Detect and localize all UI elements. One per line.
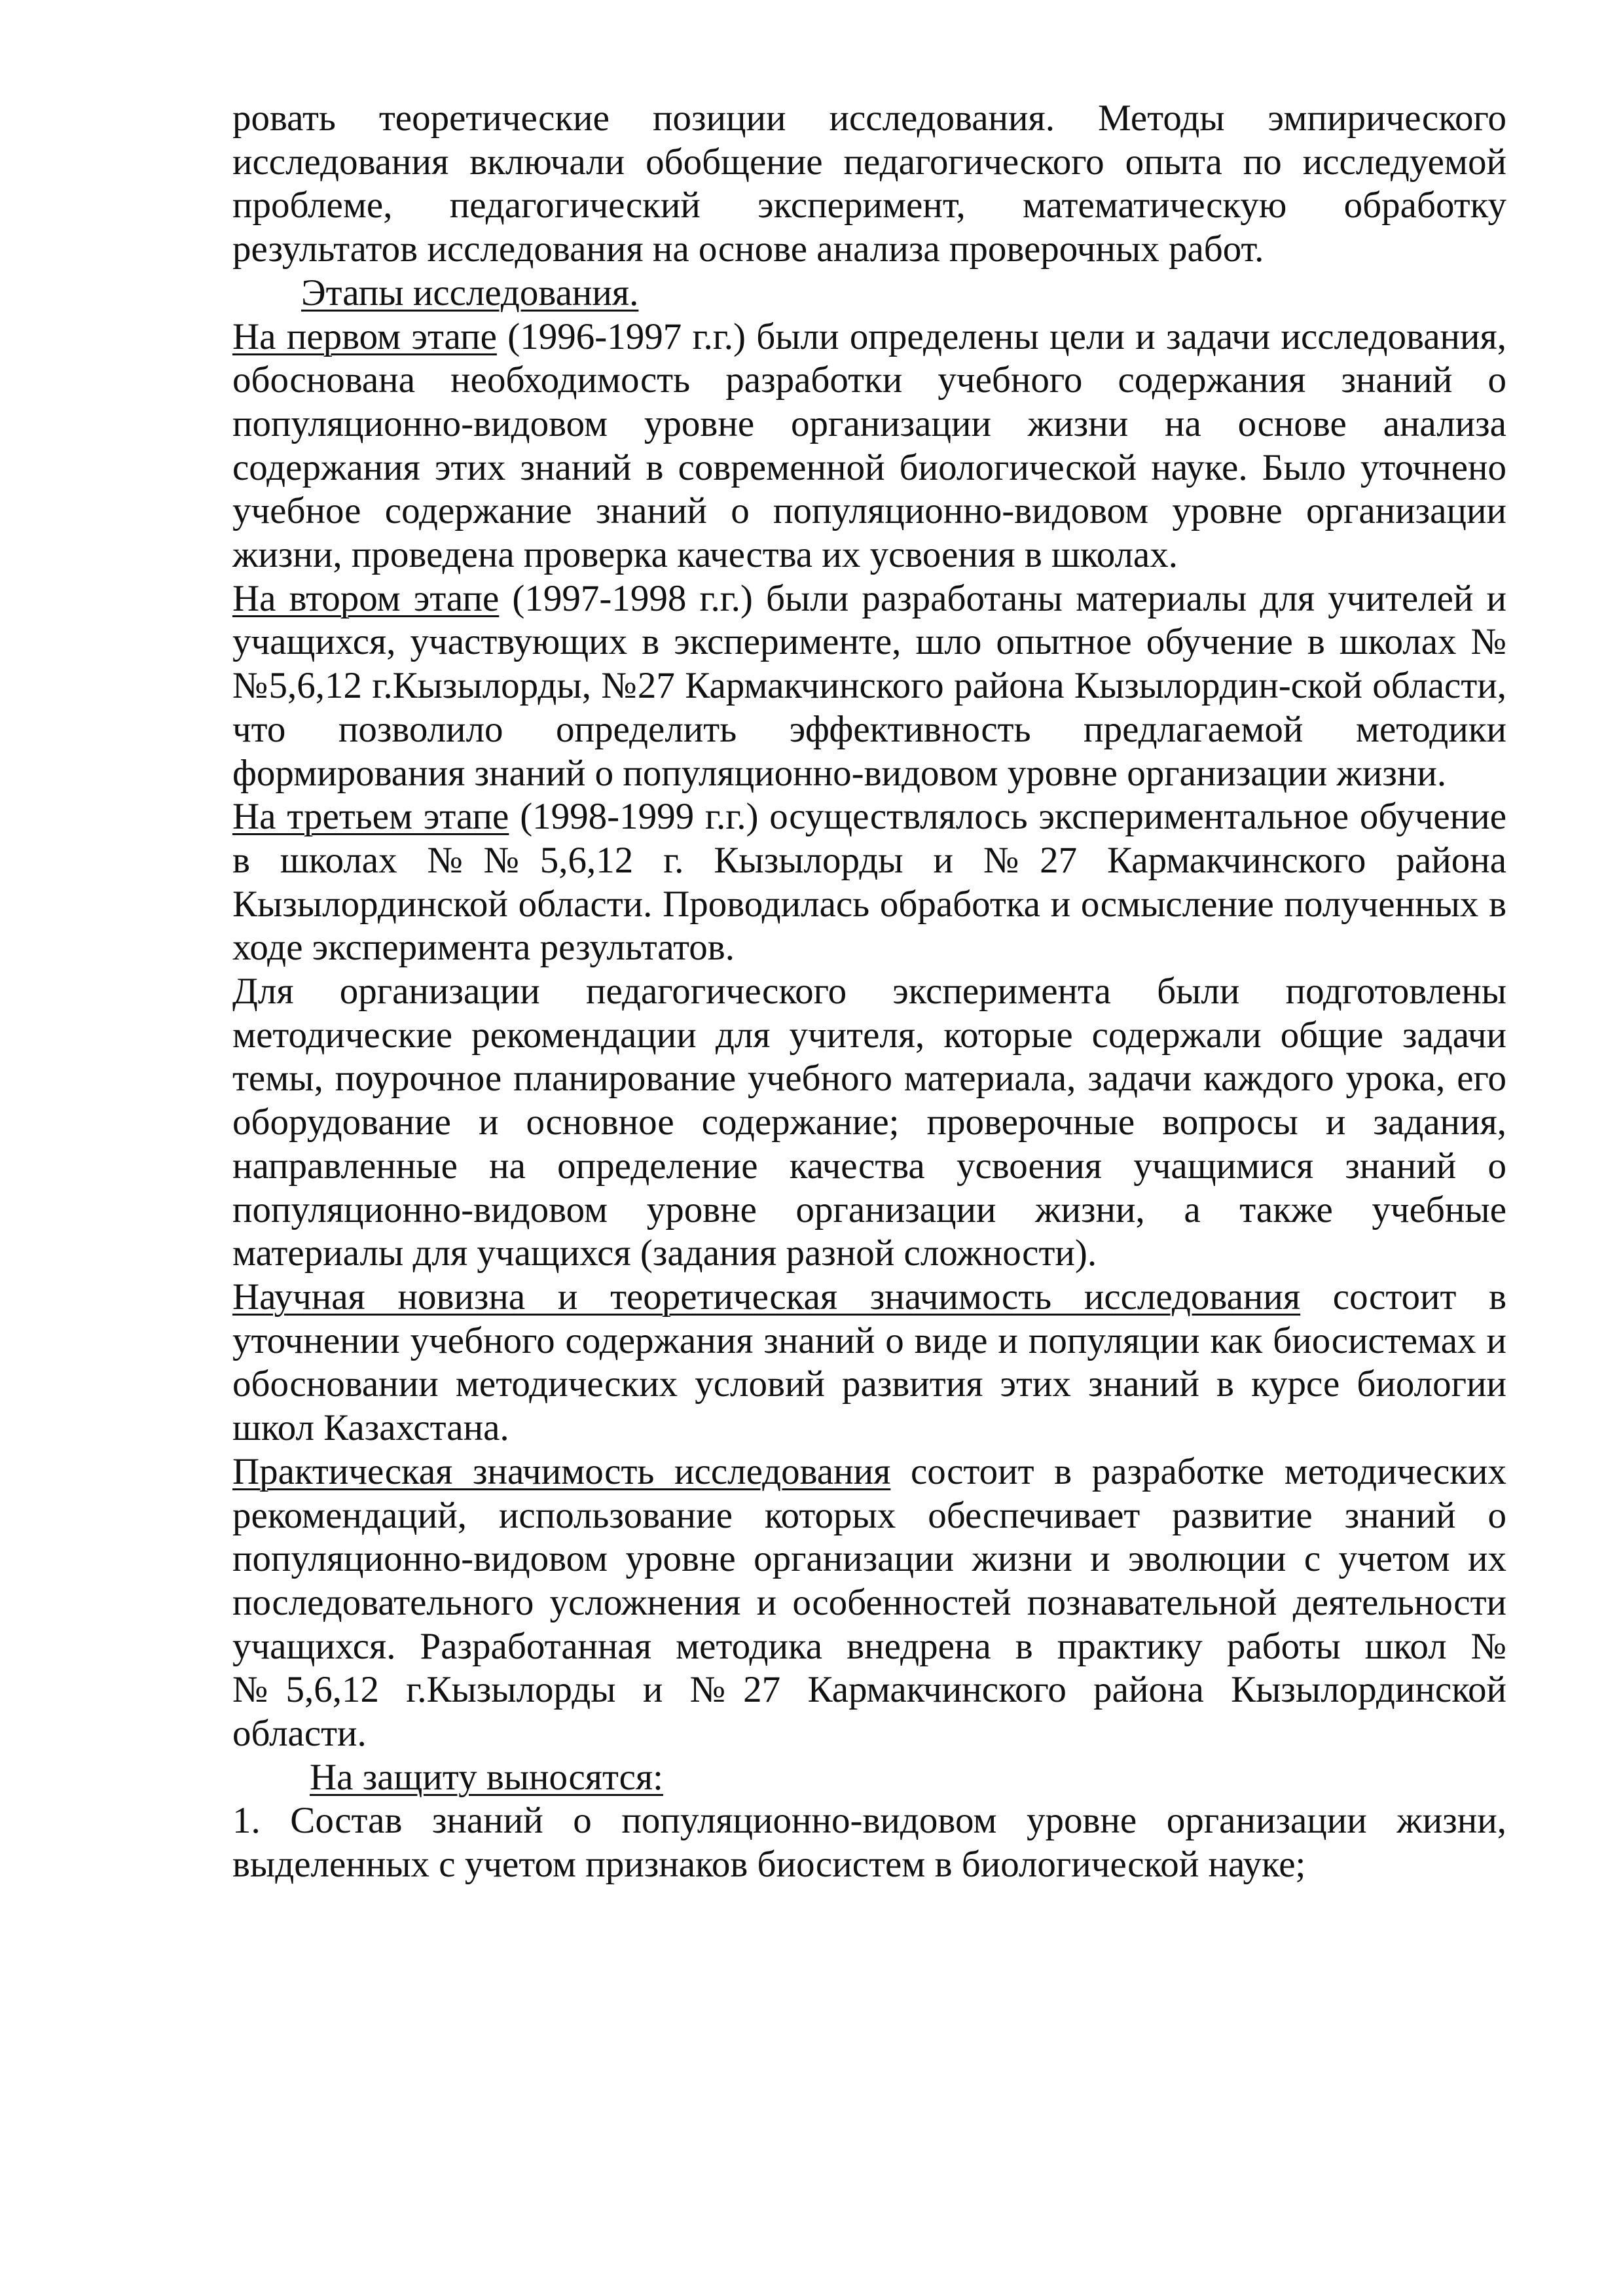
defense-heading-text: На защиту выносятся: <box>310 1756 663 1798</box>
defense-item-1: 1. Состав знаний о популяционно-видовом уровне организации жизни, выделенных с учетом признаков биосистем в биологической науке; <box>232 1800 1506 1886</box>
practical-paragraph <box>232 1450 1506 1756</box>
stage2-label: На втором этапе <box>232 577 500 619</box>
novelty-paragraph <box>232 1276 1506 1450</box>
practical-label: Практическая значимость исследования <box>232 1450 891 1492</box>
stage3-label: На третьем этапе <box>232 796 509 838</box>
stage2-paragraph <box>232 577 1506 796</box>
stages-heading <box>232 272 1506 315</box>
novelty-label: Научная новизна и теоретическая значимость исследования <box>232 1276 1301 1318</box>
stage2-text: (1997-1998 г.г.) были разработаны материалы для учителей и учащихся, участвующих в эксперименте, шло опытное обучение в школах №№5,6,12 г.Кызылорды, №27 Кармакчинского района Кызылордин-ской области, что позволило определить эффективность предлагаемой методики формирования знаний о популяционно-видовом уровне организации жизни. <box>232 577 1506 794</box>
stages-heading-text: Этапы исследования. <box>301 272 639 314</box>
stage3-paragraph <box>232 795 1506 970</box>
document-page <box>232 97 1506 1887</box>
practical-text: состоит в разработке методических рекомендаций, использование которых обеспечивает развитие знаний о популяционно-видовом уровне организации жизни и эволюции с учетом их последовательного усложнения и особенностей познавательной деятельности учащихся. Разработанная методика внедрена в практику работы школ №№5,6,12 г.Кызылорды и №27 Кармакчинского района Кызылординской области. <box>232 1450 1506 1755</box>
stage3-text: (1998-1999 г.г.) осуществлялось экспериментальное обучение в школах №№5,6,12 г. Кызылорды и №27 Кармакчинского района Кызылординской области. Проводилась обработка и осмысление полученных в ходе эксперимента результатов. <box>232 796 1506 969</box>
novelty-text: состоит в уточнении учебного содержания знаний о виде и популяции как биосистемах и обосновании методических условий развития этих знаний в курсе биологии школ Казахстана. <box>232 1276 1506 1449</box>
organization-paragraph: Для организации педагогического эксперимента были подготовлены методические рекомендации для учителя, которые содержали общие задачи темы, поурочное планирование учебного материала, задачи каждого урока, его оборудование и основное содержание; проверочные вопросы и задания, направленные на определение качества усвоения учащимися знаний о популяционно-видовом уровне организации жизни, а также учебные материалы для учащихся (задания разной сложности). <box>232 971 1506 1274</box>
stage1-paragraph <box>232 315 1506 577</box>
defense-heading <box>232 1756 1506 1800</box>
stage1-label: На первом этапе <box>232 315 497 357</box>
intro-paragraph: ровать теоретические позиции исследования. Методы эмпирического исследования включали обобщение педагогического опыта по исследуемой проблеме, педагогический эксперимент, математическую обработку результатов исследования на основе анализа проверочных работ. <box>232 98 1506 270</box>
stage1-text: (1996-1997 г.г.) были определены цели и задачи исследования, обоснована необходимость разработки учебного содержания знаний о популяционно-видовом уровне организации жизни на основе анализа содержания этих знаний в современной биологической науке. Было уточнено учебное содержание знаний о популяционно-видовом уровне организации жизни, проведена проверка качества их усвоения в школах. <box>232 315 1506 576</box>
